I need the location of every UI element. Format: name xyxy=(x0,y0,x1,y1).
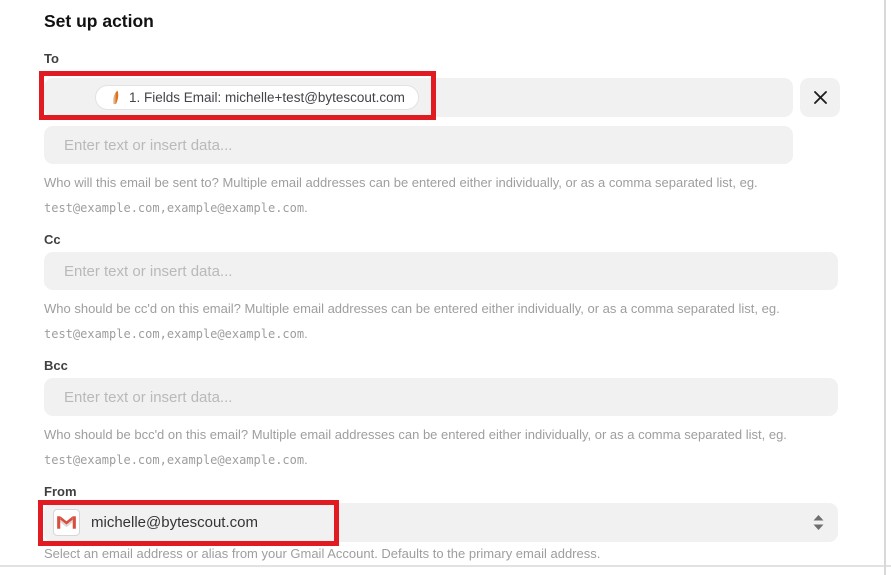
from-selected-value: michelle@bytescout.com xyxy=(91,514,258,531)
from-help-text: Select an email address or alias from your Gmail Account. Defaults to the primary email address. xyxy=(44,546,601,561)
to-mapped-field-tag[interactable] xyxy=(95,85,419,110)
to-remove-button[interactable] xyxy=(800,78,840,117)
to-field[interactable] xyxy=(44,78,793,117)
cc-help-example: test@example.com,example@example.com xyxy=(44,327,305,341)
panel-right-border xyxy=(884,0,886,575)
cc-input[interactable] xyxy=(44,252,838,290)
cc-help-text: Who should be cc'd on this email? Multiple email addresses can be entered either individually, or as a comma separated list, eg. test@example.com,example@example.com. xyxy=(44,301,780,341)
to-help-text: Who will this email be sent to? Multiple email addresses can be entered either individually, or as a comma separated list, eg. test@example.com,example@example.com. xyxy=(44,175,758,215)
to-extra-field xyxy=(44,126,793,164)
to-mapped-field-label: 1. Fields Email: michelle+test@bytescout.com xyxy=(129,90,405,105)
close-icon xyxy=(812,89,829,106)
bcc-label: Bcc xyxy=(44,358,68,373)
select-arrows-icon xyxy=(813,515,824,530)
page-title: Set up action xyxy=(44,11,154,31)
bcc-help-example: test@example.com,example@example.com xyxy=(44,453,305,467)
to-help-example: test@example.com,example@example.com xyxy=(44,201,305,215)
cc-field xyxy=(44,252,838,290)
gmail-icon xyxy=(53,509,80,536)
bcc-input[interactable] xyxy=(44,378,838,416)
from-label: From xyxy=(44,484,77,499)
bcc-field xyxy=(44,378,838,416)
cc-label: Cc xyxy=(44,232,61,247)
to-label: To xyxy=(44,51,59,66)
bcc-help-text: Who should be bcc'd on this email? Multiple email addresses can be entered either individually, or as a comma separated list, eg. test@example.com,example@example.com. xyxy=(44,427,787,467)
from-select[interactable] xyxy=(44,503,838,542)
to-input[interactable] xyxy=(44,126,793,164)
bottom-divider xyxy=(0,565,891,567)
fields-app-icon xyxy=(109,90,122,105)
